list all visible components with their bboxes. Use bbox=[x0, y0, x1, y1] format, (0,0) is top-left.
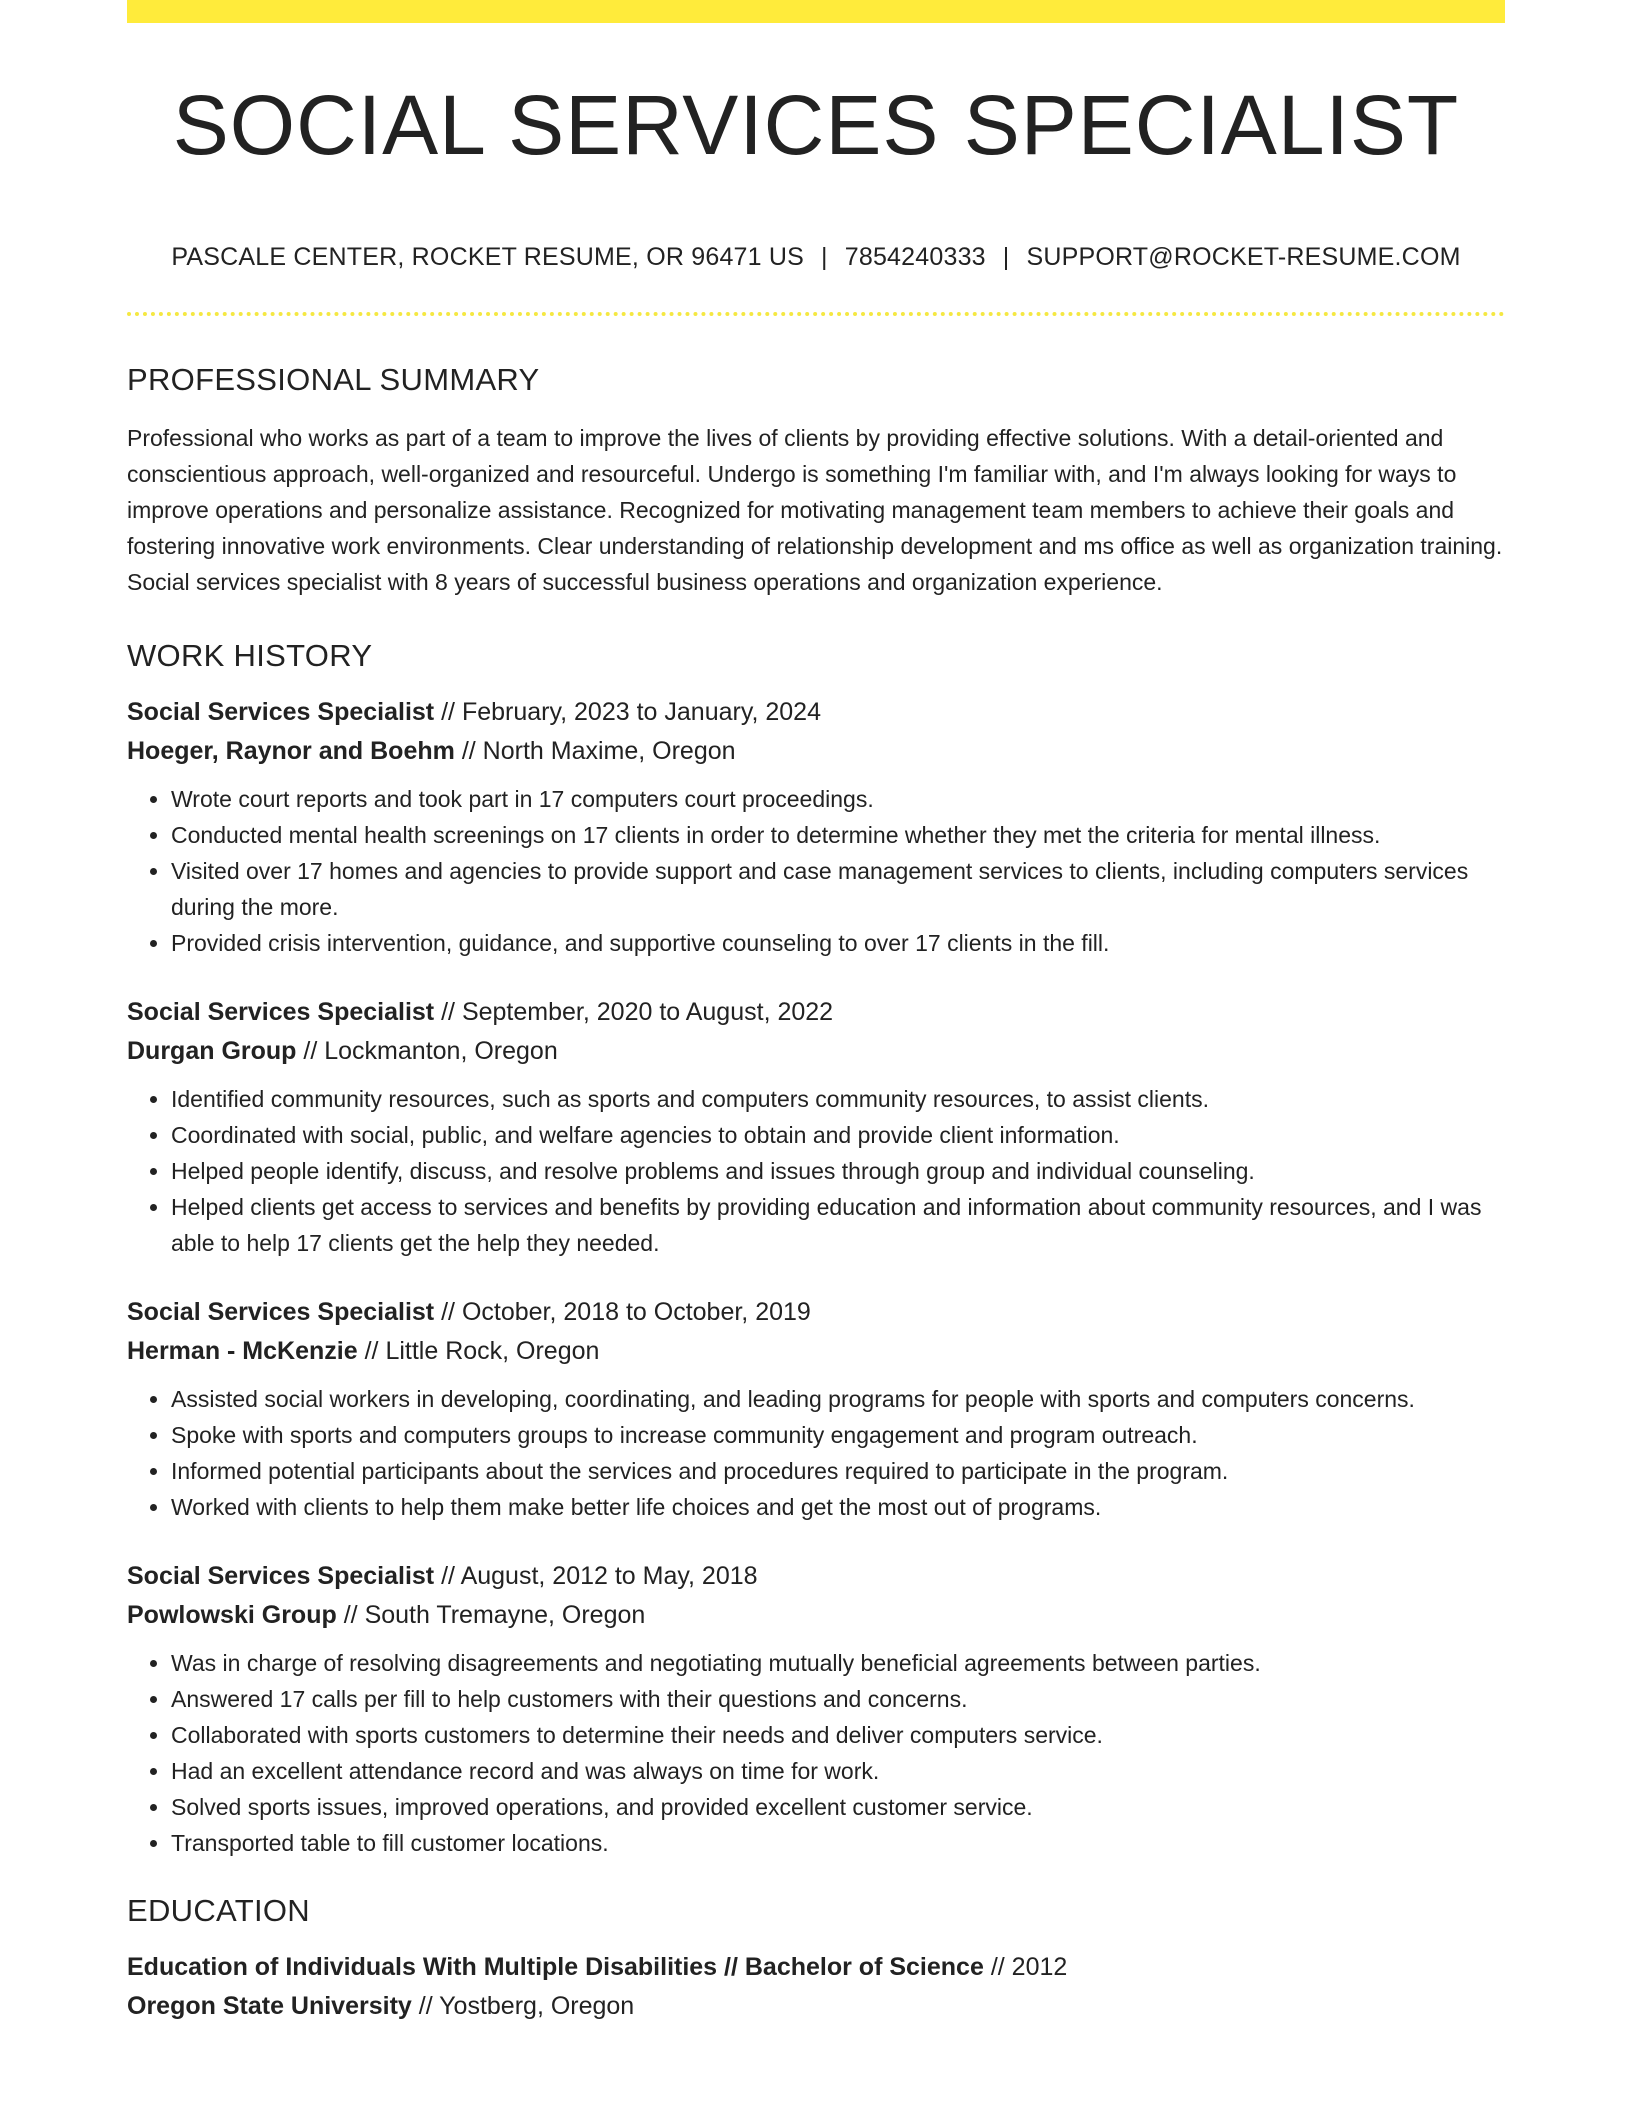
job-bullet: • Helped people identify, discuss, and resolve problems and issues through group and individual counseling. bbox=[171, 1153, 1505, 1189]
education-school: Oregon State University bbox=[127, 1992, 412, 2020]
job-company-line bbox=[127, 732, 1505, 771]
job-separator: // bbox=[343, 1601, 358, 1629]
job-bullet: • Was in charge of resolving disagreements and negotiating mutually beneficial agreements between parties. bbox=[171, 1645, 1505, 1681]
summary-heading: PROFESSIONAL SUMMARY bbox=[127, 362, 540, 397]
education-entry bbox=[127, 1948, 1505, 2026]
job-separator: // bbox=[441, 698, 455, 726]
education-heading: EDUCATION bbox=[127, 1893, 310, 1928]
accent-bar bbox=[127, 0, 1505, 23]
job-dates: September, 2020 to August, 2022 bbox=[461, 998, 834, 1026]
job-bullet: • Helped clients get access to services and benefits by providing education and information about community resources, and I was able to help 17 clients get the help they needed. bbox=[171, 1189, 1505, 1261]
job-bullet: • Spoke with sports and computers groups to increase community engagement and program outreach. bbox=[171, 1417, 1505, 1453]
job-bullet: • Worked with clients to help them make better life choices and get the most out of programs. bbox=[171, 1489, 1505, 1525]
education-separator: // bbox=[418, 1992, 433, 2020]
job-entry bbox=[127, 1557, 1505, 1861]
education-degree: Education of Individuals With Multiple Disabilities // Bachelor of Science bbox=[127, 1953, 984, 1981]
education-separator: // bbox=[990, 1953, 1005, 1981]
job-dates: August, 2012 to May, 2018 bbox=[460, 1562, 758, 1590]
job-role: Social Services Specialist bbox=[127, 698, 435, 726]
job-location: South Tremayne, Oregon bbox=[364, 1601, 646, 1629]
job-bullets bbox=[127, 1381, 1505, 1525]
job-separator: // bbox=[441, 1298, 455, 1326]
job-role-line bbox=[127, 693, 1505, 732]
job-bullets bbox=[127, 1645, 1505, 1861]
job-company: Durgan Group bbox=[127, 1037, 297, 1065]
contact-phone[interactable]: 7854240333 bbox=[844, 243, 986, 271]
job-bullet: • Identified community resources, such as sports and computers community resources, to assist clients. bbox=[171, 1081, 1505, 1117]
job-bullet: • Collaborated with sports customers to determine their needs and deliver computers service. bbox=[171, 1717, 1505, 1753]
job-company: Powlowski Group bbox=[127, 1601, 337, 1629]
job-bullet: • Wrote court reports and took part in 17 computers court proceedings. bbox=[171, 781, 1505, 817]
job-bullets bbox=[127, 781, 1505, 961]
job-bullet: • Visited over 17 homes and agencies to provide support and case management services to clients, including computers services during the more. bbox=[171, 853, 1505, 925]
job-bullet: • Conducted mental health screenings on 17 clients in order to determine whether they met the criteria for mental illness. bbox=[171, 817, 1505, 853]
job-dates: February, 2023 to January, 2024 bbox=[461, 698, 821, 726]
job-company: Hoeger, Raynor and Boehm bbox=[127, 737, 455, 765]
job-role-line bbox=[127, 1293, 1505, 1332]
job-separator: // bbox=[364, 1337, 379, 1365]
job-separator: // bbox=[303, 1037, 318, 1065]
job-separator: // bbox=[441, 1562, 455, 1590]
contact-address: PASCALE CENTER, ROCKET RESUME, OR 96471 US bbox=[171, 243, 805, 271]
job-bullets bbox=[127, 1081, 1505, 1261]
job-entry bbox=[127, 1293, 1505, 1525]
header-divider bbox=[127, 312, 1505, 316]
job-company-line bbox=[127, 1596, 1505, 1635]
summary-text: Professional who works as part of a team to improve the lives of clients by providing effective solutions. With a detail-oriented and conscientious approach, well-organized and resourceful. Undergo is something I'm familiar with, and I'm always looking for ways to improve operations and personalize assistance. Recognized for motivating management team members to achieve their goals and fostering innovative work environments. Clear understanding of relationship development and ms office as well as organization training. Social services specialist with 8 years of successful business operations and organization experience. bbox=[127, 425, 1503, 595]
education-year: 2012 bbox=[1011, 1953, 1068, 1981]
job-separator: // bbox=[441, 998, 455, 1026]
contact-email[interactable]: SUPPORT@ROCKET-RESUME.COM bbox=[1026, 243, 1461, 271]
education-degree-line bbox=[127, 1948, 1505, 1987]
job-role: Social Services Specialist bbox=[127, 1562, 435, 1590]
job-company-line bbox=[127, 1032, 1505, 1071]
education-school-line bbox=[127, 1987, 1505, 2026]
education-location: Yostberg, Oregon bbox=[439, 1992, 635, 2020]
job-bullet: • Provided crisis intervention, guidance, and supportive counseling to over 17 clients in the fill. bbox=[171, 925, 1505, 961]
job-separator: // bbox=[461, 737, 476, 765]
job-bullet: • Had an excellent attendance record and was always on time for work. bbox=[171, 1753, 1505, 1789]
job-bullet: • Assisted social workers in developing, coordinating, and leading programs for people with sports and computers concerns. bbox=[171, 1381, 1505, 1417]
job-entry bbox=[127, 993, 1505, 1261]
job-location: Lockmanton, Oregon bbox=[324, 1037, 558, 1065]
job-bullet: • Transported table to fill customer locations. bbox=[171, 1825, 1505, 1861]
job-bullet: • Coordinated with social, public, and welfare agencies to obtain and provide client information. bbox=[171, 1117, 1505, 1153]
work-history-heading: WORK HISTORY bbox=[127, 638, 373, 673]
job-dates: October, 2018 to October, 2019 bbox=[461, 1298, 811, 1326]
job-bullet: • Answered 17 calls per fill to help customers with their questions and concerns. bbox=[171, 1681, 1505, 1717]
job-role: Social Services Specialist bbox=[127, 1298, 435, 1326]
job-bullet: • Solved sports issues, improved operations, and provided excellent customer service. bbox=[171, 1789, 1505, 1825]
job-company: Herman - McKenzie bbox=[127, 1337, 358, 1365]
resume-page bbox=[127, 0, 1505, 2026]
job-role: Social Services Specialist bbox=[127, 998, 435, 1026]
resume-title: SOCIAL SERVICES SPECIALIST bbox=[172, 78, 1460, 172]
job-role-line bbox=[127, 1557, 1505, 1596]
contact-line bbox=[127, 245, 1505, 270]
job-location: Little Rock, Oregon bbox=[385, 1337, 600, 1365]
job-entry bbox=[127, 693, 1505, 961]
contact-separator: | bbox=[1002, 243, 1010, 271]
contact-separator: | bbox=[821, 243, 828, 271]
job-company-line bbox=[127, 1332, 1505, 1371]
job-bullet: • Informed potential participants about the services and procedures required to participate in the program. bbox=[171, 1453, 1505, 1489]
job-role-line bbox=[127, 993, 1505, 1032]
job-location: North Maxime, Oregon bbox=[482, 737, 736, 765]
